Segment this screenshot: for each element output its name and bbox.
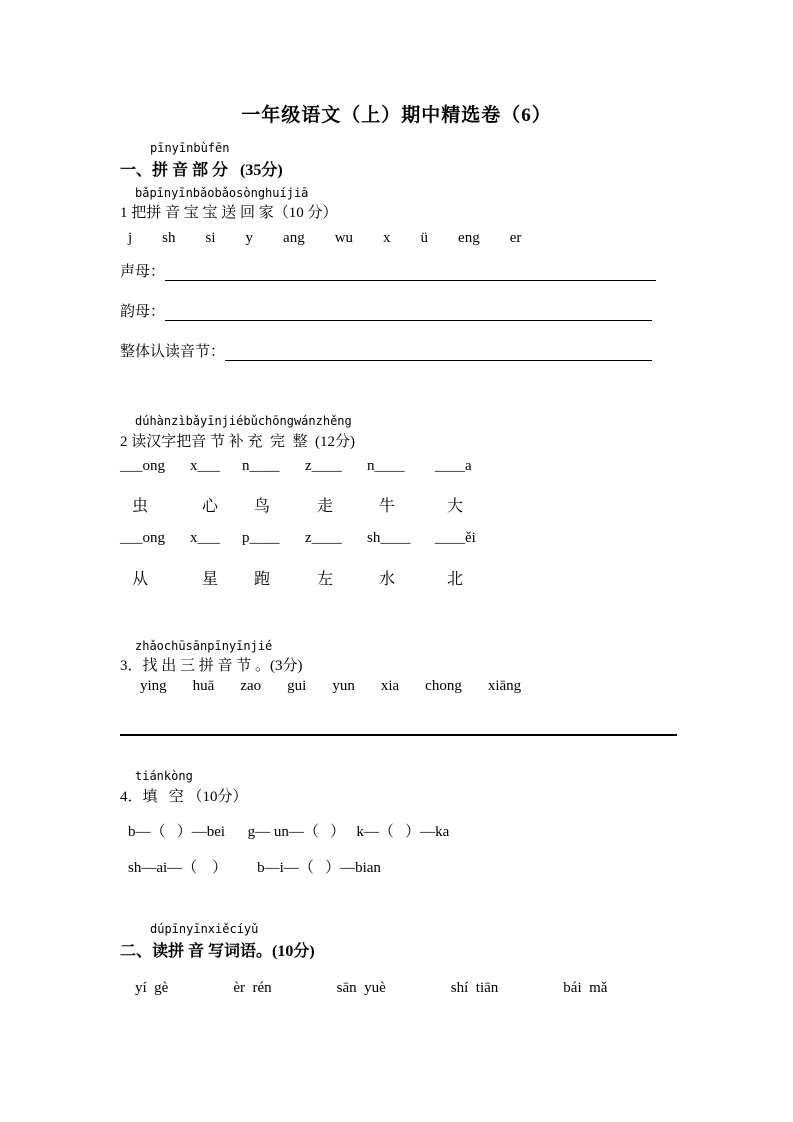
syllable-blank: n____ bbox=[242, 458, 280, 474]
q4-pinyin-annotation: tiánkòng bbox=[135, 769, 193, 783]
hanzi-char: 水 bbox=[379, 571, 396, 588]
hanzi-char: 星 bbox=[202, 571, 219, 588]
q1-blank-whole-syllables bbox=[120, 340, 652, 361]
syllable-blank: n____ bbox=[367, 458, 405, 474]
section2-heading: 二、读拼 音 写词语。(10分) bbox=[120, 943, 315, 960]
hanzi-char: 北 bbox=[447, 571, 464, 588]
syllable-item: gui bbox=[287, 678, 307, 694]
syllable-blank: z____ bbox=[305, 458, 342, 474]
letter-item: y bbox=[245, 230, 254, 246]
blank-label: 整体认读音节： bbox=[120, 344, 226, 360]
syllable-item: zao bbox=[240, 678, 262, 694]
letter-item: j bbox=[128, 230, 133, 246]
hanzi-char: 大 bbox=[447, 498, 464, 515]
section2-pinyin-annotation: dúpīnyīnxiěcíyǔ bbox=[150, 922, 259, 936]
q3-pinyin-annotation: zhǎochūsānpīnyīnjié bbox=[135, 639, 273, 653]
q1-pinyin-annotation: bǎpīnyīnbǎobǎosònghuíjiā bbox=[135, 186, 309, 200]
letter-item: x bbox=[383, 230, 391, 246]
q4-heading: 4．填 空 （10分） bbox=[120, 789, 248, 805]
letter-item: si bbox=[205, 230, 216, 246]
q1-blank-finals bbox=[120, 300, 652, 321]
syllable-blank: x___ bbox=[190, 458, 220, 474]
page-title: 一年级语文（上）期中精选卷（6） bbox=[241, 105, 552, 126]
word-pinyin: sān yuè bbox=[336, 980, 386, 996]
section1-pinyin-annotation: pīnyīnbùfēn bbox=[150, 141, 230, 155]
q2-blanks-row1 bbox=[120, 458, 480, 475]
section1-heading: 一、拼 音 部 分 (35分) bbox=[120, 162, 283, 179]
syllable-blank: ____a bbox=[435, 458, 472, 474]
syllable-item: yun bbox=[332, 678, 355, 694]
hanzi-char: 心 bbox=[202, 498, 219, 515]
q1-letter-options bbox=[128, 230, 521, 247]
hanzi-char: 鸟 bbox=[254, 498, 271, 515]
syllable-item: xiāng bbox=[487, 678, 522, 694]
syllable-blank: x___ bbox=[190, 530, 220, 546]
letter-item: ü bbox=[420, 230, 429, 246]
word-pinyin: èr rén bbox=[233, 980, 272, 996]
hanzi-char: 牛 bbox=[379, 498, 396, 515]
letter-item: ang bbox=[283, 230, 305, 246]
word-pinyin: bái mǎ bbox=[563, 980, 608, 996]
blank-label: 声母： bbox=[120, 264, 166, 280]
word-pinyin: shí tiān bbox=[450, 980, 499, 996]
answer-blank-line bbox=[165, 262, 656, 281]
q4-fill-line2: sh—ai—（ ） b—i—（ ）—bian bbox=[128, 860, 381, 876]
letter-item: eng bbox=[458, 230, 480, 246]
q2-blanks-row2 bbox=[120, 530, 480, 547]
hanzi-char: 左 bbox=[317, 571, 334, 588]
hanzi-char: 走 bbox=[317, 498, 334, 515]
blank-label: 韵母： bbox=[120, 304, 166, 320]
answer-blank-line bbox=[225, 342, 652, 361]
hanzi-char: 虫 bbox=[132, 498, 149, 515]
syllable-item: chong bbox=[425, 678, 462, 694]
syllable-blank: ____ěi bbox=[435, 530, 476, 546]
q2-chars-row1 bbox=[120, 493, 480, 516]
syllable-item: xia bbox=[380, 678, 400, 694]
hanzi-char: 从 bbox=[132, 571, 149, 588]
syllable-item: huā bbox=[192, 678, 215, 694]
syllable-blank: z____ bbox=[305, 530, 342, 546]
q1-blank-initials bbox=[120, 260, 656, 281]
section2-word-pinyin-row bbox=[135, 980, 607, 997]
section-divider bbox=[120, 734, 677, 736]
syllable-item: ying bbox=[140, 678, 167, 694]
hanzi-char: 跑 bbox=[254, 571, 271, 588]
q3-syllable-options bbox=[140, 678, 521, 695]
syllable-blank: ___ong bbox=[120, 530, 165, 546]
syllable-blank: ___ong bbox=[120, 458, 165, 474]
letter-item: wu bbox=[334, 230, 354, 246]
answer-blank-line bbox=[165, 302, 652, 321]
q1-heading: 1 把拼 音 宝 宝 送 回 家（10 分） bbox=[120, 205, 338, 221]
syllable-blank: p____ bbox=[242, 530, 280, 546]
q2-pinyin-annotation: dúhànzìbǎyīnjiébǔchōngwánzhěng bbox=[135, 414, 352, 428]
syllable-blank: sh____ bbox=[367, 530, 411, 546]
q2-heading: 2 读汉字把音 节 补 充 完 整 (12分) bbox=[120, 434, 355, 450]
q4-fill-line1: b—（ ）—bei g— un—（ ） k—（ ）—ka bbox=[128, 824, 450, 840]
word-pinyin: yí gè bbox=[135, 980, 169, 996]
letter-item: er bbox=[509, 230, 522, 246]
letter-item: sh bbox=[162, 230, 176, 246]
q2-chars-row2 bbox=[120, 566, 480, 589]
q3-heading: 3．找 出 三 拼 音 节 。(3分) bbox=[120, 658, 303, 674]
